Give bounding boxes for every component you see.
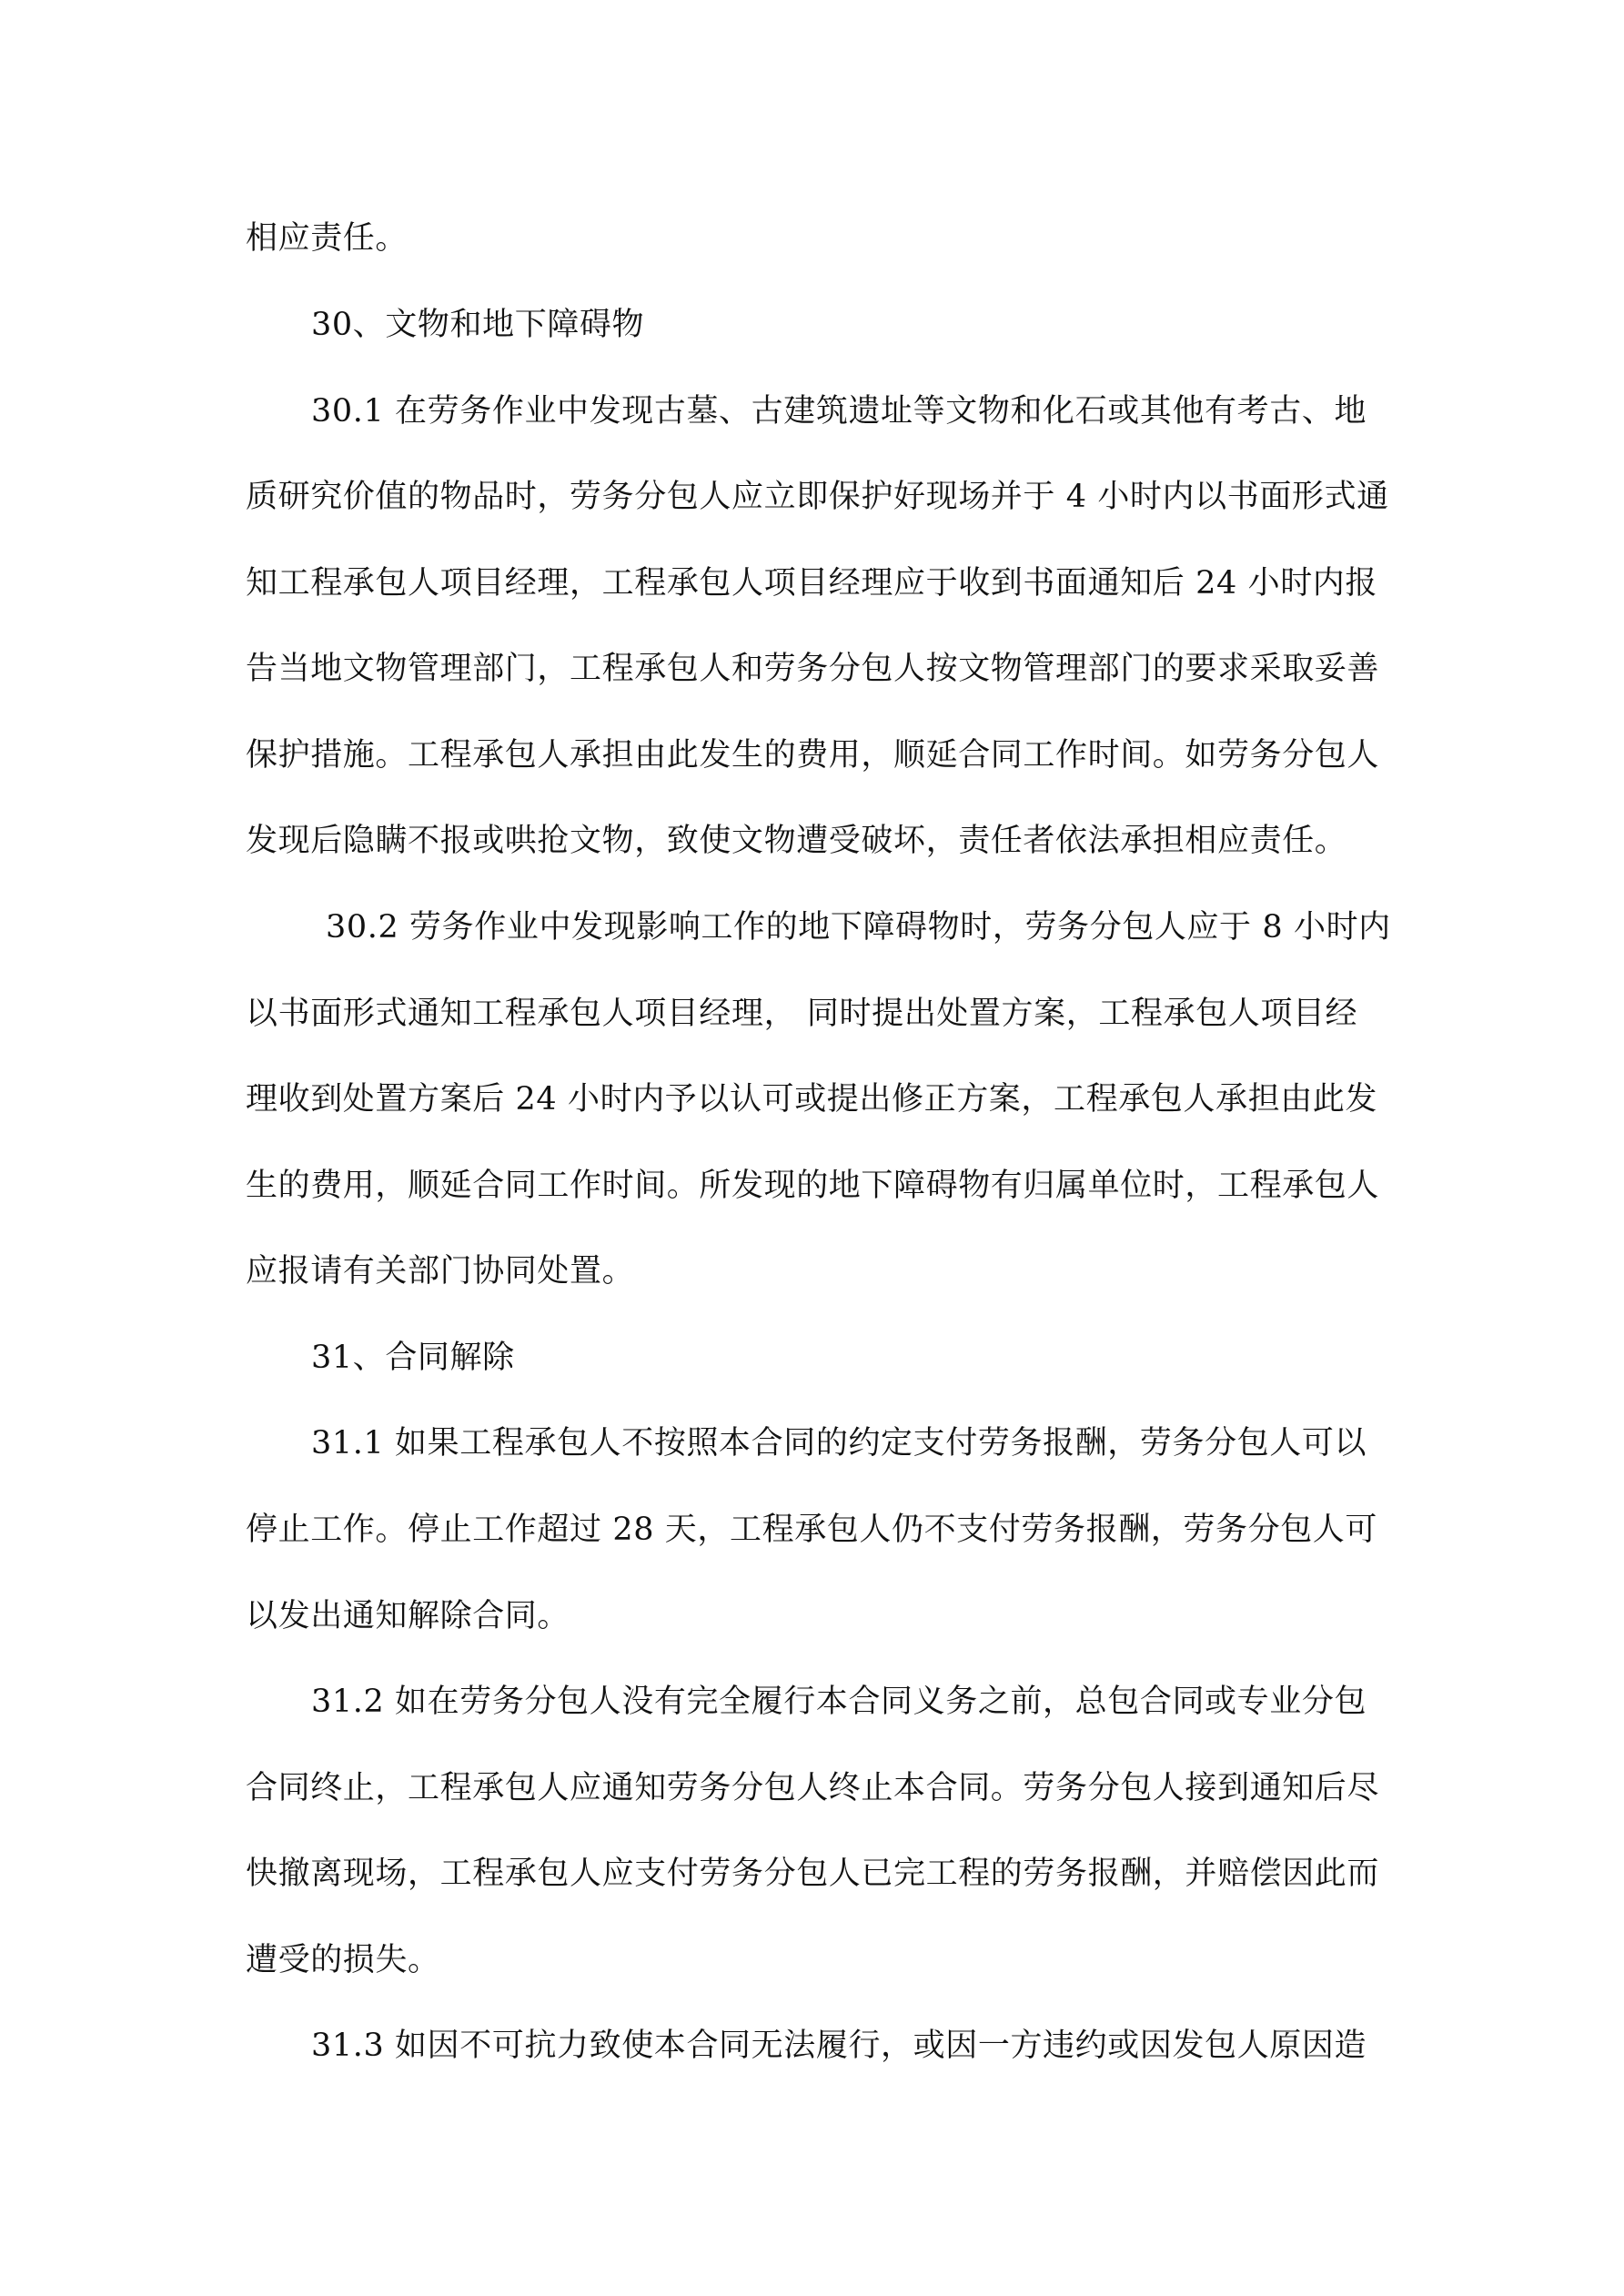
text-line: 31.3 如因不可抗力致使本合同无法履行，或因一方违约或因发包人原因造 bbox=[311, 2028, 1367, 2064]
text-line: 遭受的损失。 bbox=[246, 1942, 440, 1978]
text-line: 生的费用，顺延合同工作时间。所发现的地下障碍物有归属单位时，工程承包人 bbox=[246, 1168, 1380, 1204]
text-line: 应报请有关部门协同处置。 bbox=[246, 1253, 635, 1290]
section-heading: 30、文物和地下障碍物 bbox=[311, 307, 645, 343]
text-line: 理收到处置方案后 24 小时内予以认可或提出修正方案，工程承包人承担由此发 bbox=[246, 1081, 1377, 1118]
text-line: 30.1 在劳务作业中发现古墓、古建筑遗址等文物和化石或其他有考古、地 bbox=[311, 393, 1367, 430]
text-line: 停止工作。停止工作超过 28 天，工程承包人仍不支付劳务报酬，劳务分包人可 bbox=[246, 1512, 1377, 1548]
text-line: 相应责任。 bbox=[246, 220, 409, 257]
text-line: 合同终止，工程承包人应通知劳务分包人终止本合同。劳务分包人接到通知后尽 bbox=[246, 1770, 1380, 1806]
section-heading: 31、合同解除 bbox=[311, 1340, 515, 1376]
text-line: 保护措施。工程承包人承担由此发生的费用，顺延合同工作时间。如劳务分包人 bbox=[246, 737, 1380, 774]
text-line: 知工程承包人项目经理，工程承包人项目经理应于收到书面通知后 24 小时内报 bbox=[246, 565, 1377, 602]
text-line: 31.2 如在劳务分包人没有完全履行本合同义务之前，总包合同或专业分包 bbox=[311, 1684, 1367, 1720]
text-line: 告当地文物管理部门，工程承包人和劳务分包人按文物管理部门的要求采取妥善 bbox=[246, 651, 1380, 687]
text-line: 30.2 劳务作业中发现影响工作的地下障碍物时，劳务分包人应于 8 小时内 bbox=[326, 909, 1391, 946]
text-line: 以书面形式通知工程承包人项目经理， 同时提出处置方案，工程承包人项目经 bbox=[246, 996, 1358, 1032]
text-line: 快撤离现场，工程承包人应支付劳务分包人已完工程的劳务报酬，并赔偿因此而 bbox=[246, 1856, 1380, 1892]
text-line: 发现后隐瞒不报或哄抢文物，致使文物遭受破坏，责任者依法承担相应责任。 bbox=[246, 823, 1347, 859]
text-line: 以发出通知解除合同。 bbox=[246, 1598, 570, 1634]
text-line: 质研究价值的物品时，劳务分包人应立即保护好现场并于 4 小时内以书面形式通 bbox=[246, 479, 1389, 515]
text-line: 31.1 如果工程承包人不按照本合同的约定支付劳务报酬，劳务分包人可以 bbox=[311, 1425, 1367, 1462]
